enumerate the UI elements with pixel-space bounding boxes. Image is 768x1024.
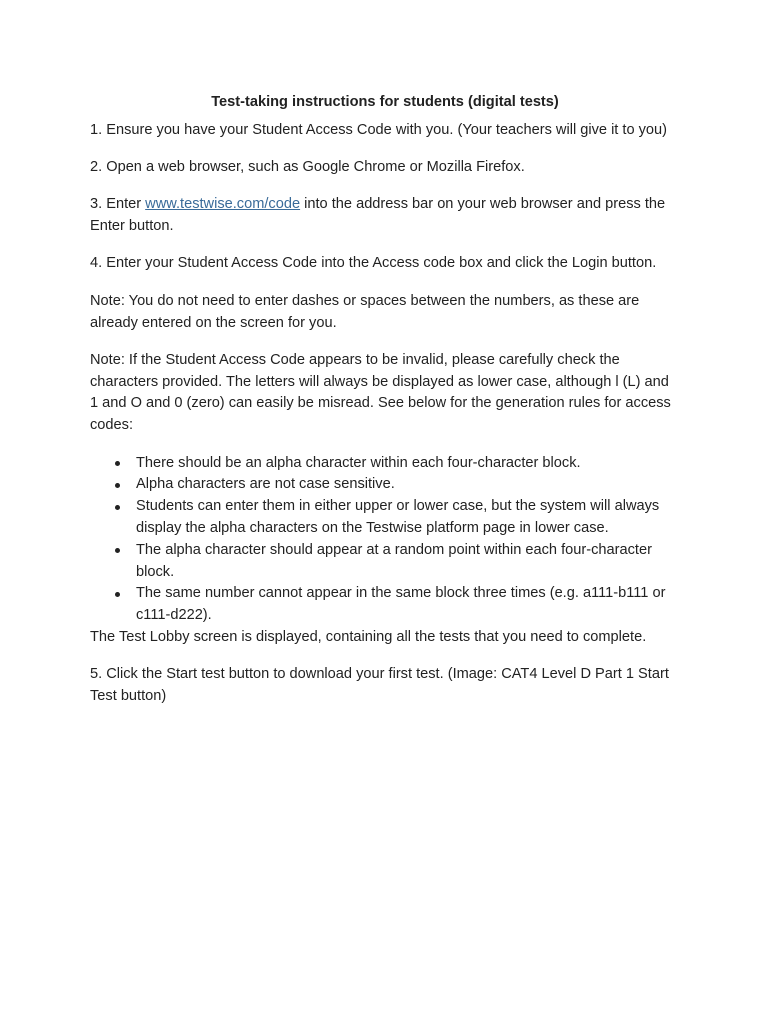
- step-1: 1. Ensure you have your Student Access Code with you. (Your teachers will give it to you): [90, 121, 668, 138]
- testwise-code-link[interactable]: www.testwise.com/code: [145, 196, 301, 213]
- step-5: 5. Click the Start test button to download your first test. (Image: CAT4 Level D Part 1 Start Test button): [90, 666, 669, 705]
- list-item: The same number cannot appear in the same block three times (e.g. a111-b111 or c111-d222).: [136, 583, 680, 627]
- step-3-before: 3. Enter: [90, 196, 146, 213]
- list-item: There should be an alpha character within each four-character block.: [136, 453, 680, 475]
- test-lobby-text: The Test Lobby screen is displayed, containing all the tests that you need to complete.: [90, 628, 647, 645]
- list-item: The alpha character should appear at a random point within each four-character block.: [136, 540, 680, 584]
- note-dashes: Note: You do not need to enter dashes or spaces between the numbers, as these are already entered on the screen for you.: [90, 292, 640, 331]
- step-4: 4. Enter your Student Access Code into the Access code box and click the Login button.: [90, 255, 657, 272]
- step-2: 2. Open a web browser, such as Google Chrome or Mozilla Firefox.: [90, 159, 525, 176]
- step-3-after: into the address bar on your web browser and press the Enter button.: [90, 196, 666, 235]
- list-item: Alpha characters are not case sensitive.: [136, 474, 680, 496]
- access-code-rules-list: [90, 453, 680, 627]
- document-page: [90, 92, 680, 723]
- step-3: [90, 194, 680, 238]
- note-invalid-code: Note: If the Student Access Code appears to be invalid, please carefully check the characters provided. The letters will always be displayed as lower case, although l (L) and 1 and O and 0 (zero) can easily be misread. See below for the generation rules for access codes:: [90, 351, 671, 434]
- list-item: Students can enter them in either upper or lower case, but the system will always display the alpha characters on the Testwise platform page in lower case.: [136, 496, 680, 540]
- document-title: Test-taking instructions for students (digital tests): [211, 94, 559, 110]
